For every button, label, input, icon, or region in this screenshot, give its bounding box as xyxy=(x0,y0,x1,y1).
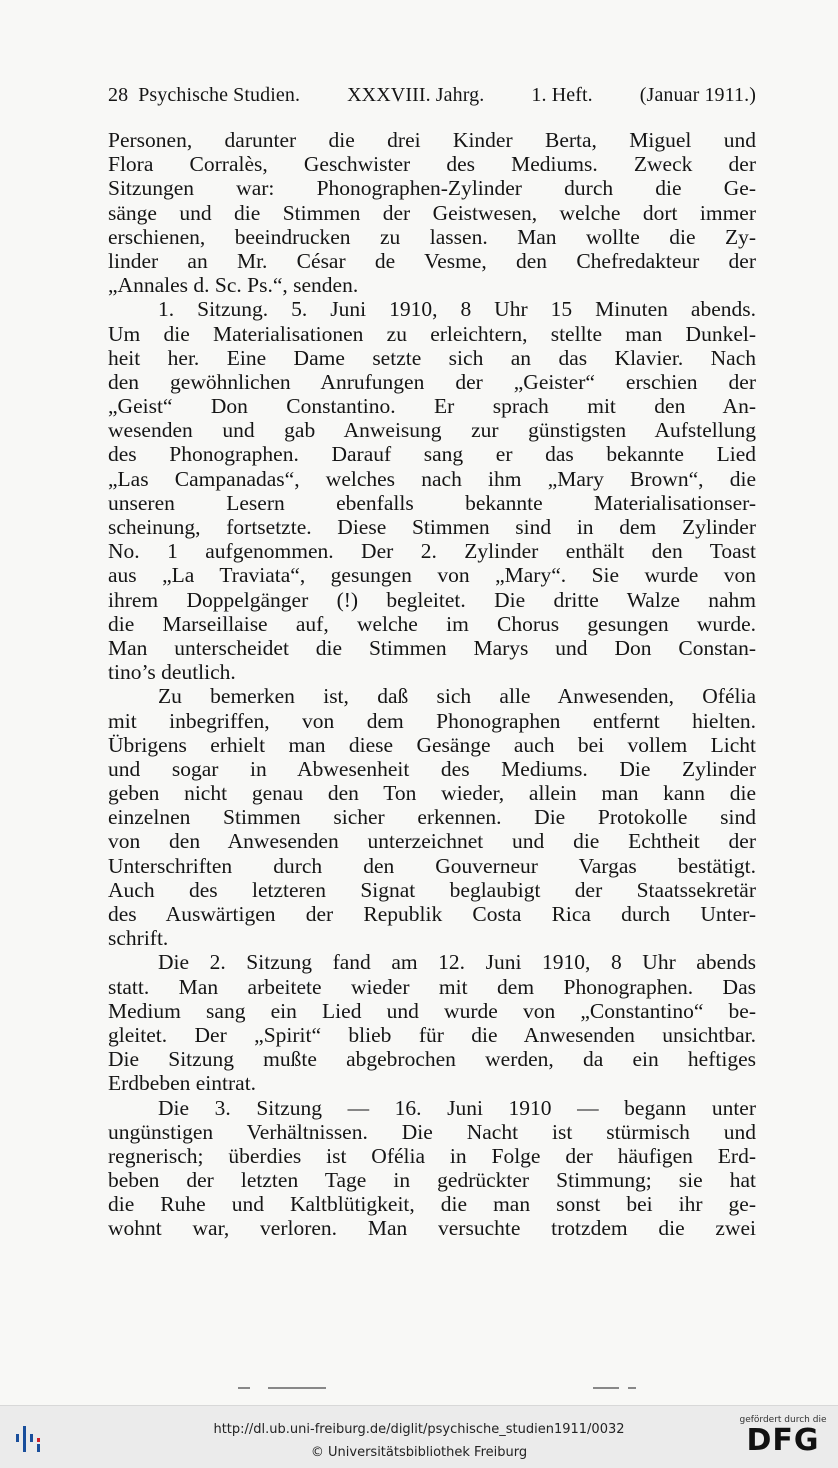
text-line: Auch des letzteren Signat beglaubigt der Staatssekretär xyxy=(108,877,756,902)
text-line: scheinung, fortsetzte. Diese Stimmen sind in dem Zylinder xyxy=(108,515,756,539)
dfg-logo[interactable] xyxy=(738,1415,828,1463)
text-line: mit inbegriffen, von dem Phonographen entfernt hielten. xyxy=(108,708,756,733)
text-line: einzelnen Stimmen sicher erkennen. Die Protokolle sind xyxy=(108,805,756,830)
dfg-wordmark: DFG xyxy=(746,1423,820,1458)
text-line: „Las Campanadas“, welches nach ihm „Mary Brown“, die xyxy=(108,466,756,491)
text-line: statt. Man arbeitete wieder mit dem Phonographen. Das xyxy=(108,974,756,999)
text-line: Die 2. Sitzung fand am 12. Juni 1910, 8 Uhr abends xyxy=(158,950,756,975)
text-line: „Geist“ Don Constantino. Er sprach mit den An- xyxy=(108,394,756,419)
text-line: linder an Mr. César de Vesme, den Chefredakteur der xyxy=(108,248,756,273)
text-line: tino’s deutlich. xyxy=(108,660,236,685)
text-line: des Auswärtigen der Republik Costa Rica durch Unter- xyxy=(108,902,756,926)
page-number: 28 xyxy=(108,84,129,106)
running-header xyxy=(108,84,756,114)
volume: XXXVIII. Jahrg. xyxy=(347,84,485,106)
copyright-notice: © Universitätsbibliothek Freiburg xyxy=(310,1445,528,1460)
text-line: Personen, darunter die drei Kinder Berta, Miguel und xyxy=(108,128,756,152)
text-line: Um die Materialisationen zu erleichtern, stellte man Dunkel- xyxy=(108,321,756,346)
text-line: des Phonographen. Darauf sang er das bekannte Lied xyxy=(108,442,756,467)
text-line: geben nicht genau den Ton wieder, allein man kann die xyxy=(108,781,756,806)
text-line: unseren Lesern ebenfalls bekannte Materialisationser- xyxy=(108,490,756,515)
text-line: aus „La Traviata“, gesungen von „Mary“. Sie wurde von xyxy=(108,563,756,588)
text-line: Unterschriften durch den Gouverneur Vargas bestätigt. xyxy=(108,853,756,878)
text-line: Zu bemerken ist, daß sich alle Anwesenden, Ofélia xyxy=(158,684,756,709)
text-line: beben der letzten Tage in gedrückter Stimmung; sie hat xyxy=(108,1168,756,1193)
journal-title: Psychische Studien. xyxy=(138,84,301,106)
body-text xyxy=(108,128,756,1241)
text-line: „Annales d. Sc. Ps.“, senden. xyxy=(108,273,359,298)
text-line: Man unterscheidet die Stimmen Marys und Don Constan- xyxy=(108,635,756,660)
issue-date: (Januar 1911.) xyxy=(639,84,756,106)
text-line: Die Sitzung mußte abgebrochen werden, da ein heftiges xyxy=(108,1047,756,1072)
viewer-footer xyxy=(0,1405,838,1468)
scan-mark xyxy=(628,1387,636,1389)
text-line: sänge und die Stimmen der Geistwesen, welche dort immer xyxy=(108,200,756,225)
dfg-tagline: gefördert durch die xyxy=(739,1415,827,1425)
text-line: den gewöhnlichen Anrufungen der „Geister“ erschien der xyxy=(108,369,756,394)
text-line: No. 1 aufgenommen. Der 2. Zylinder enthält den Toast xyxy=(108,539,756,564)
text-line: Medium sang ein Lied und wurde von „Constantino“ be- xyxy=(108,998,756,1023)
text-line: heit her. Eine Dame setzte sich an das Klavier. Nach xyxy=(108,345,756,370)
text-line: von den Anwesenden unterzeichnet und die Echtheit der xyxy=(108,829,756,854)
text-line: die Ruhe und Kaltblütigkeit, die man sonst bei ihr ge- xyxy=(108,1192,756,1217)
text-line: schrift. xyxy=(108,926,169,951)
text-line: Flora Corralès, Geschwister des Mediums. Zweck der xyxy=(108,152,756,177)
text-line: Erdbeben eintrat. xyxy=(108,1071,257,1096)
text-line: gleitet. Der „Spirit“ blieb für die Anwesenden unsichtbar. xyxy=(108,1022,756,1047)
text-line: erschienen, beeindrucken zu lassen. Man wollte die Zy- xyxy=(108,224,756,249)
text-line: wohnt war, verloren. Man versuchte trotzdem die zwei xyxy=(108,1216,756,1241)
issue: 1. Heft. xyxy=(531,84,593,106)
scan-mark xyxy=(593,1387,619,1389)
text-line: die Marseillaise auf, welche im Chorus gesungen wurde. xyxy=(108,611,756,636)
text-line: regnerisch; überdies ist Ofélia in Folge der häufigen Erd- xyxy=(108,1143,756,1168)
text-line: Übrigens erhielt man diese Gesänge auch bei vollem Licht xyxy=(108,732,756,757)
permalink-url[interactable]: http://dl.ub.uni-freiburg.de/diglit/psychische_studien1911/0032 xyxy=(213,1422,625,1437)
text-line: Sitzungen war: Phonographen-Zylinder durch die Ge- xyxy=(108,176,756,201)
text-line: ihrem Doppelgänger (!) begleitet. Die dritte Walze nahm xyxy=(108,587,756,612)
text-line: Die 3. Sitzung — 16. Juni 1910 — begann unter xyxy=(158,1095,756,1120)
text-line: wesenden und gab Anweisung zur günstigsten Aufstellung xyxy=(108,418,756,443)
text-line: ungünstigen Verhältnissen. Die Nacht ist stürmisch und xyxy=(108,1119,756,1144)
scan-mark xyxy=(268,1387,326,1389)
text-line: 1. Sitzung. 5. Juni 1910, 8 Uhr 15 Minuten abends. xyxy=(158,297,756,322)
text-line: und sogar in Abwesenheit des Mediums. Die Zylinder xyxy=(108,756,756,781)
scan-mark xyxy=(238,1387,250,1389)
